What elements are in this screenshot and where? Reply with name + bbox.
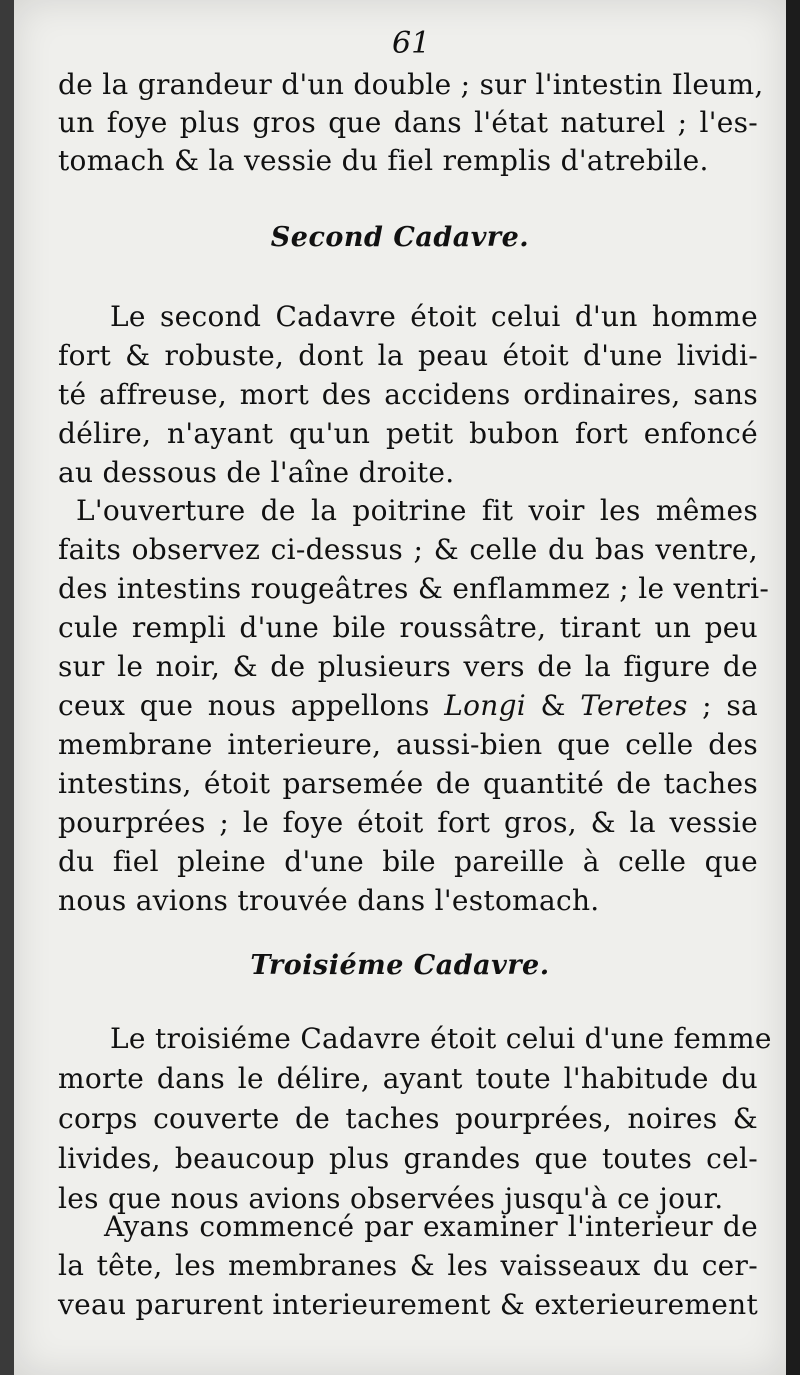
page-number: 61 xyxy=(392,26,431,61)
text-line: délire, n'ayant qu'un petit bubon fort enfoncé xyxy=(58,417,758,450)
text-fragment: ceux que nous appellons xyxy=(58,689,445,722)
text-line: veau parurent interieurement & exterieurement xyxy=(58,1288,759,1321)
text-line: morte dans le délire, ayant toute l'habitude du xyxy=(58,1062,758,1095)
text-line: fort & robuste, dont la peau étoit d'une lividi- xyxy=(58,339,758,372)
text-line: du fiel pleine d'une bile pareille à celle que xyxy=(58,845,758,878)
page-edge-left xyxy=(0,0,14,1375)
text-line: membrane interieure, aussi-bien que celle des xyxy=(58,728,758,761)
text-line: L'ouverture de la poitrine fit voir les mêmes xyxy=(76,494,758,527)
page-edge-right xyxy=(786,0,800,1375)
text-line xyxy=(58,689,758,722)
text-line: Ayans commencé par examiner l'interieur de xyxy=(104,1210,758,1243)
text-line: les que nous avions observées jusqu'à ce jour. xyxy=(58,1182,724,1215)
latin-term: Teretes xyxy=(580,689,688,722)
text-line: un foye plus gros que dans l'état naturel ; l'es- xyxy=(58,106,758,139)
text-line: au dessous de l'aîne droite. xyxy=(58,456,455,489)
section-heading: Troisiéme Cadavre. xyxy=(250,950,550,981)
text-line: cule rempli d'une bile roussâtre, tirant un peu xyxy=(58,611,758,644)
section-heading: Second Cadavre. xyxy=(270,222,530,253)
text-line: la tête, les membranes & les vaisseaux du cer- xyxy=(58,1249,758,1282)
text-fragment: & xyxy=(526,689,581,722)
latin-term: Longi xyxy=(444,689,527,722)
text-line: livides, beaucoup plus grandes que toutes cel- xyxy=(58,1142,758,1175)
text-line: Le second Cadavre étoit celui d'un homme xyxy=(110,300,758,333)
text-line: té affreuse, mort des accidens ordinaires, sans xyxy=(58,378,758,411)
text-line: de la grandeur d'un double ; sur l'intestin Ileum, xyxy=(58,68,764,101)
text-line: faits observez ci-dessus ; & celle du bas ventre, xyxy=(58,533,758,566)
text-line: des intestins rougeâtres & enflammez ; le ventri- xyxy=(58,572,770,605)
text-line: intestins, étoit parsemée de quantité de taches xyxy=(58,767,758,800)
text-line: sur le noir, & de plusieurs vers de la figure de xyxy=(58,650,758,683)
text-fragment: ; sa xyxy=(687,689,759,722)
text-line: tomach & la vessie du fiel remplis d'atrebile. xyxy=(58,144,709,177)
text-line: corps couverte de taches pourprées, noires & xyxy=(58,1102,758,1135)
text-line: pourprées ; le foye étoit fort gros, & la vessie xyxy=(58,806,758,839)
text-line: Le troisiéme Cadavre étoit celui d'une femme xyxy=(110,1022,772,1055)
text-line: nous avions trouvée dans l'estomach. xyxy=(58,884,600,917)
